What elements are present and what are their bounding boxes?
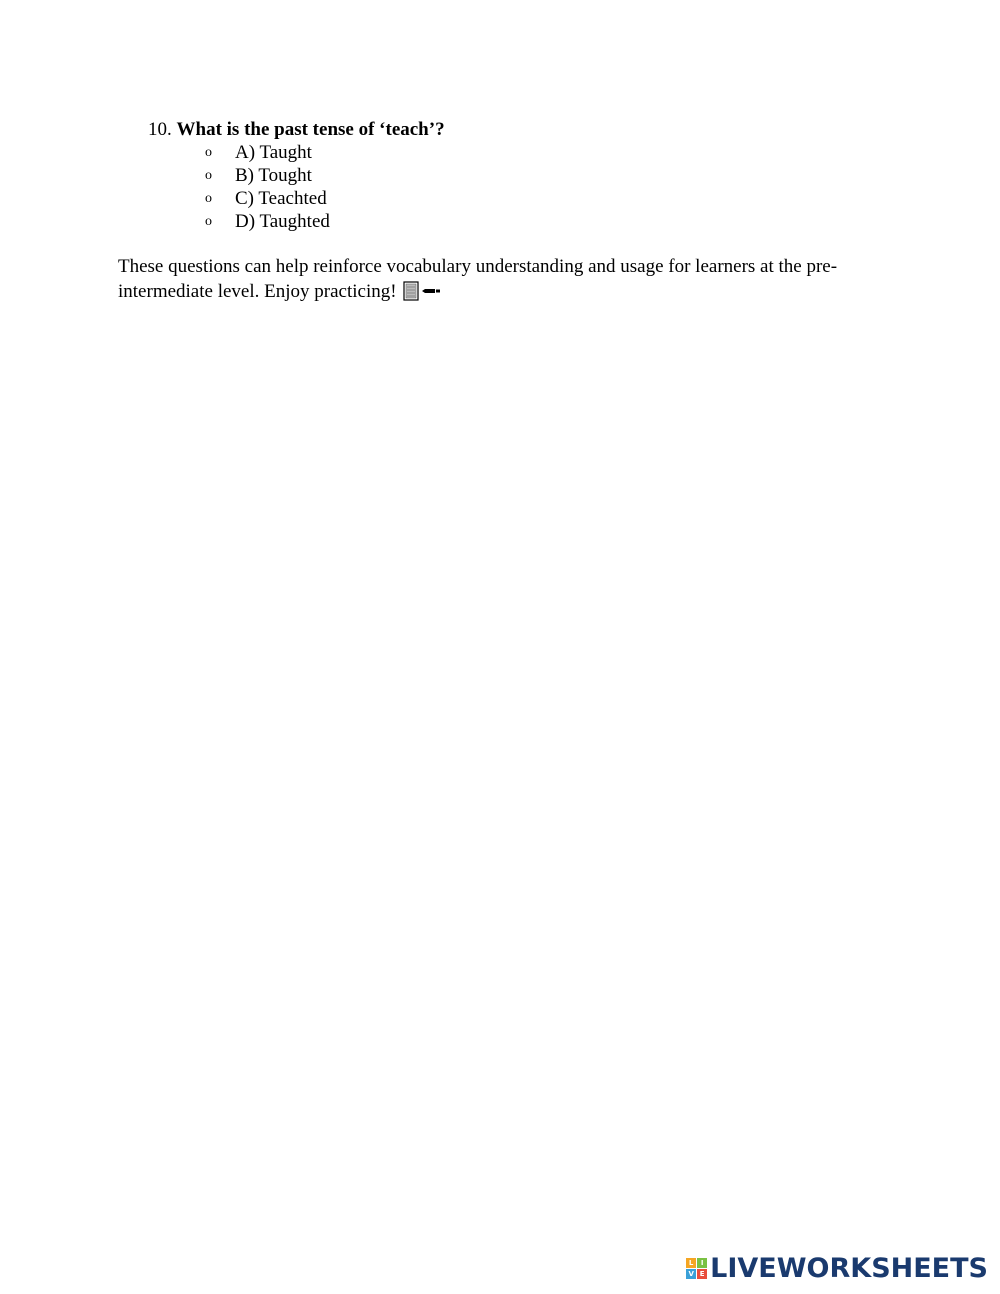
book-pencil-icon: [403, 281, 443, 308]
question-text: What is the past tense of ‘teach’?: [176, 119, 445, 140]
question-10: [148, 118, 445, 141]
closing-paragraph: [118, 254, 878, 308]
option-bullet: o: [205, 214, 212, 229]
option-d[interactable]: [205, 210, 330, 233]
closing-line-2: [118, 279, 878, 308]
logo-block-l: L: [686, 1258, 696, 1268]
liveworksheets-logo: [686, 1253, 988, 1284]
closing-line-1: These questions can help reinforce vocabulary understanding and usage for learners at the pre-: [118, 256, 838, 277]
answer-options: [205, 141, 330, 233]
option-a[interactable]: [205, 141, 330, 164]
option-label: B) Tought: [235, 165, 312, 186]
logo-block-e: E: [697, 1269, 707, 1279]
option-c[interactable]: [205, 187, 330, 210]
question-number: 10.: [148, 119, 172, 140]
option-bullet: o: [205, 145, 212, 160]
option-label: D) Taughted: [235, 211, 330, 232]
option-bullet: o: [205, 168, 212, 183]
option-label: C) Teachted: [235, 188, 327, 209]
option-label: A) Taught: [235, 142, 312, 163]
logo-block-i: I: [697, 1258, 707, 1268]
option-bullet: o: [205, 191, 212, 206]
logo-text: LIVEWORKSHEETS: [710, 1253, 988, 1284]
closing-line-2-text: intermediate level. Enjoy practicing!: [118, 281, 397, 302]
logo-blocks: [686, 1258, 707, 1279]
option-b[interactable]: [205, 164, 330, 187]
logo-block-v: V: [686, 1269, 696, 1279]
